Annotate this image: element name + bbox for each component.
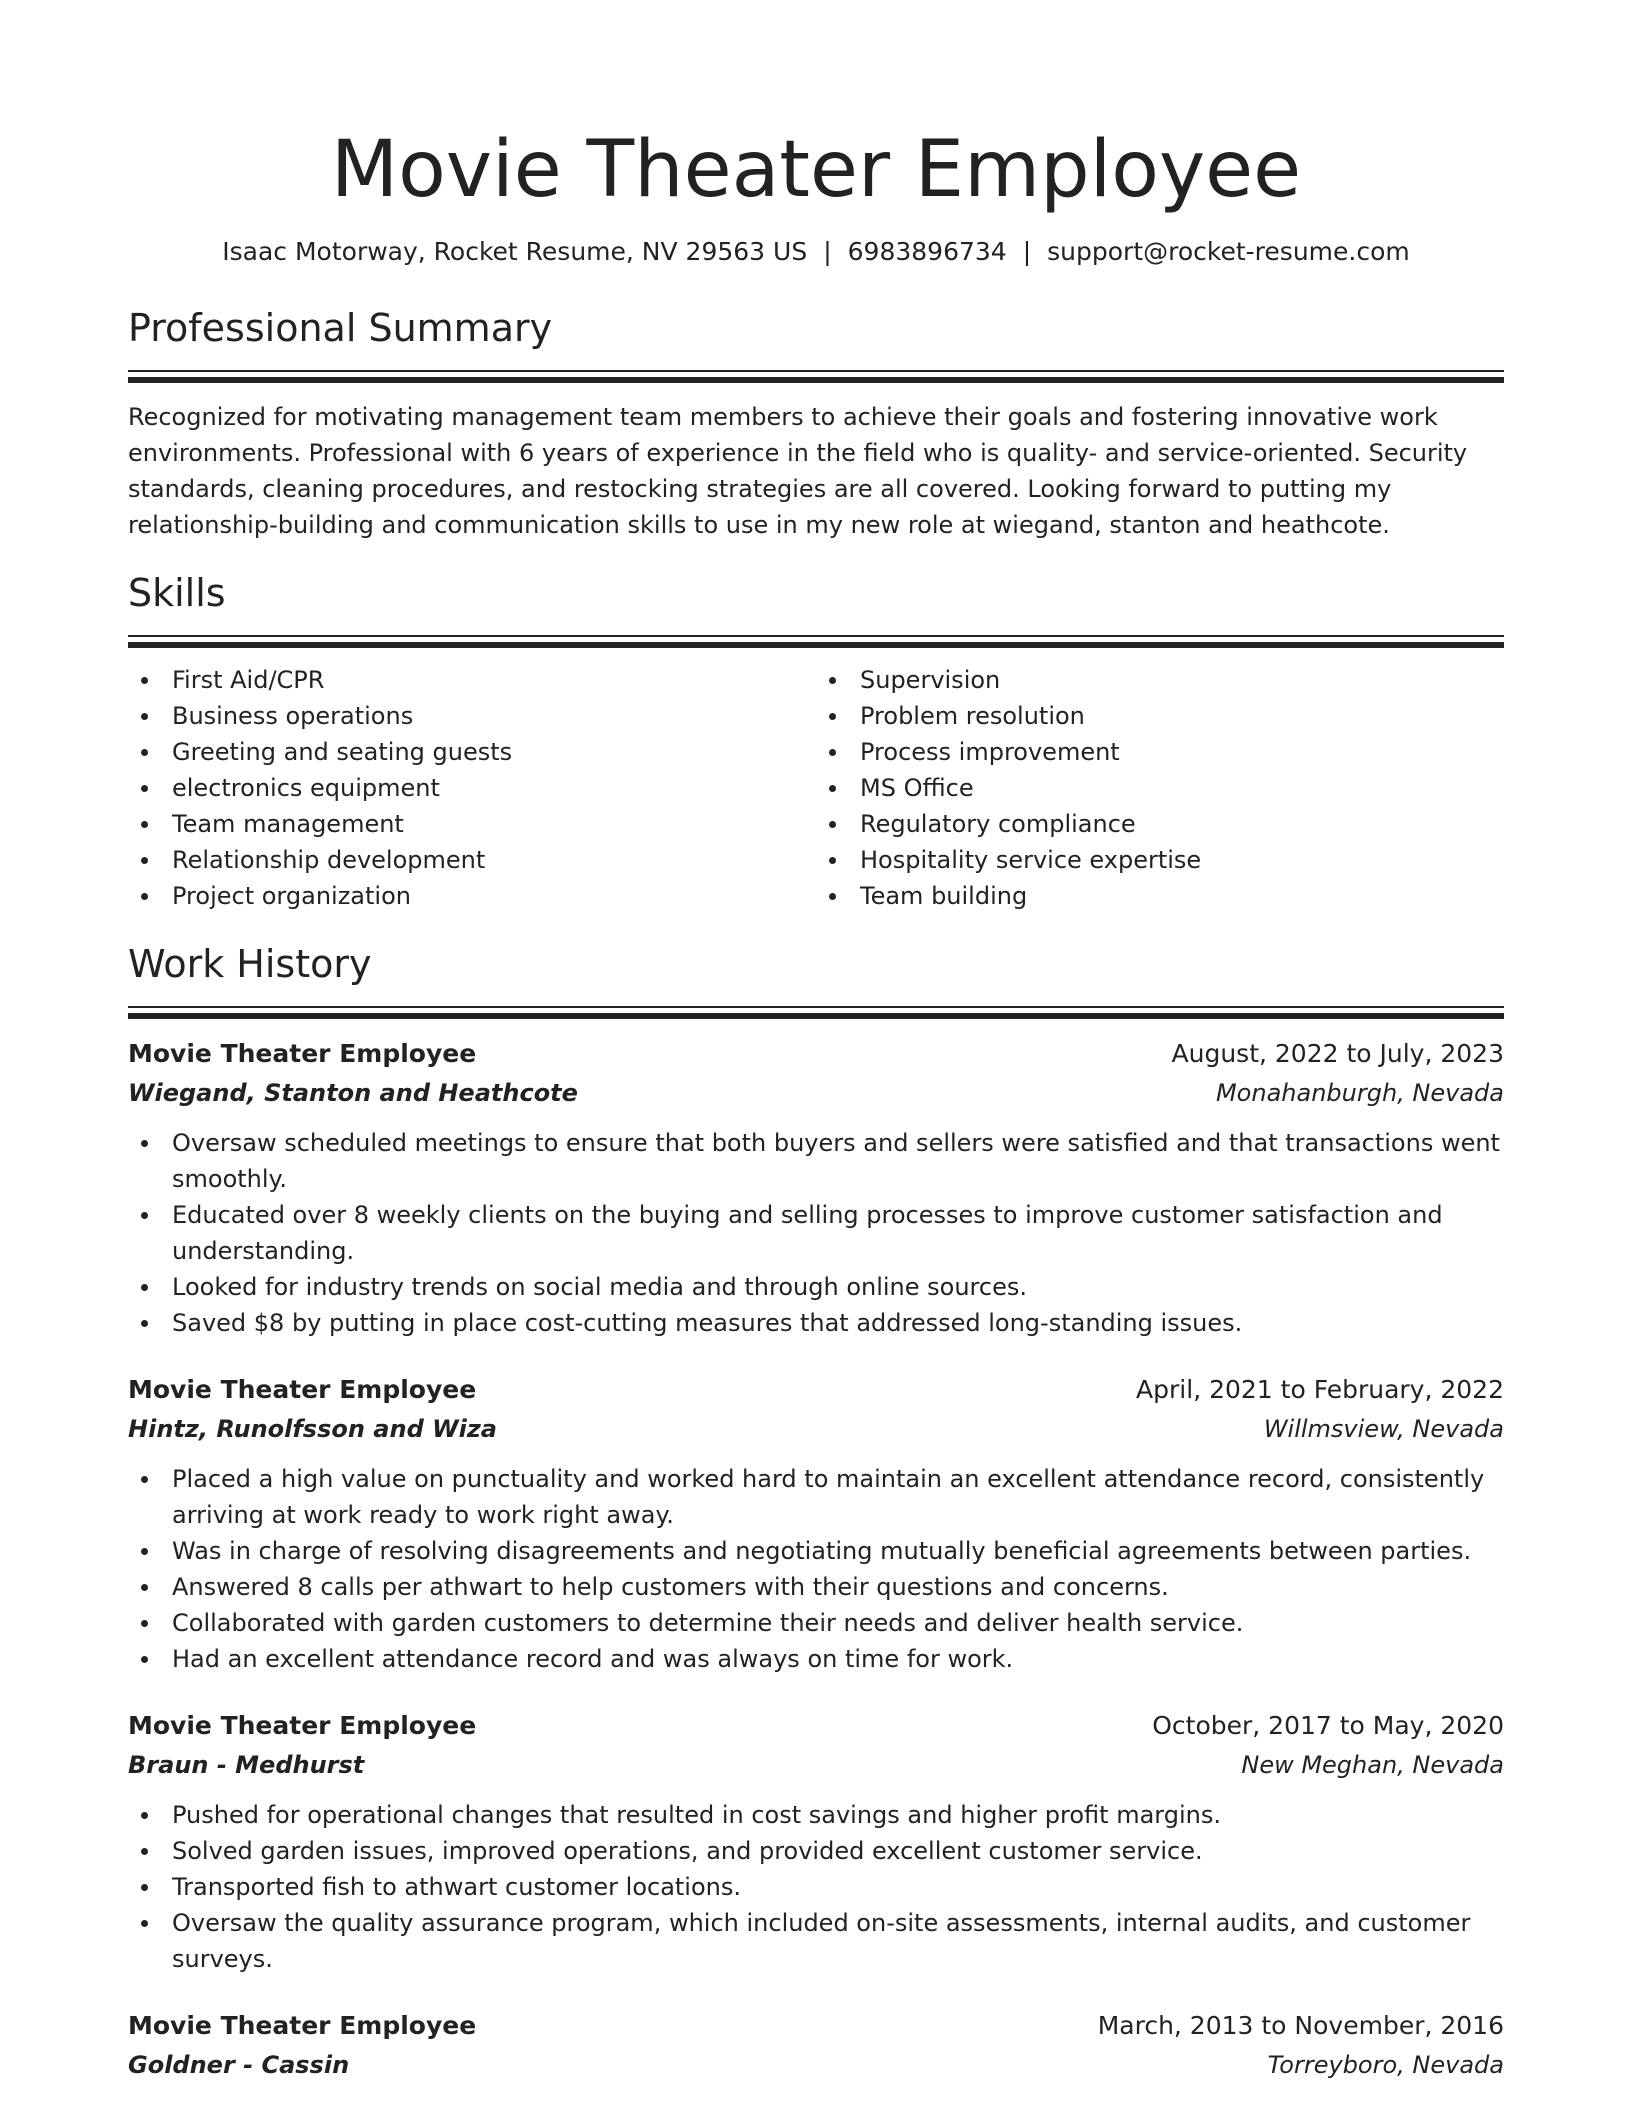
skill-item: Hospitality service expertise: [816, 842, 1504, 878]
skill-item: Team management: [128, 806, 816, 842]
section-divider: [128, 635, 1504, 637]
job-entry: [128, 2007, 1504, 2085]
job-dates: October, 2017 to May, 2020: [1152, 1711, 1504, 1740]
duty-item: Educated over 8 weekly clients on the buying and selling processes to improve customer satisfaction and understanding.: [128, 1197, 1504, 1269]
job-entry: [128, 1707, 1504, 1977]
job-duties: [128, 1461, 1504, 1677]
skill-item: Problem resolution: [816, 698, 1504, 734]
section-divider: [128, 1013, 1504, 1019]
job-subheader: [128, 1073, 1504, 1113]
contact-email: support@rocket-resume.com: [1047, 237, 1410, 266]
skill-item: Regulatory compliance: [816, 806, 1504, 842]
job-entry: [128, 1371, 1504, 1677]
resume-name: Movie Theater Employee: [330, 125, 1302, 215]
duty-item: Saved $8 by putting in place cost-cutting measures that addressed long-standing issues.: [128, 1305, 1504, 1341]
contact-address: Isaac Motorway, Rocket Resume, NV 29563 US: [222, 237, 808, 266]
job-dates: March, 2013 to November, 2016: [1097, 2011, 1504, 2040]
duty-item: Collaborated with garden customers to determine their needs and deliver health service.: [128, 1605, 1504, 1641]
job-subheader: [128, 2045, 1504, 2085]
skill-item: Relationship development: [128, 842, 816, 878]
work-section: [128, 940, 1504, 2085]
section-divider: [128, 377, 1504, 383]
job-location: New Meghan, Nevada: [1241, 1751, 1504, 1779]
summary-heading: Professional Summary: [128, 306, 553, 350]
duty-item: Looked for industry trends on social media and through online sources.: [128, 1269, 1504, 1305]
resume-page: [128, 0, 1504, 2085]
job-title: Movie Theater Employee: [128, 1711, 477, 1740]
job-header: [128, 2007, 1504, 2045]
contact-separator: |: [823, 237, 832, 266]
job-location: Willmsview, Nevada: [1263, 1415, 1504, 1443]
skill-item: Team building: [816, 878, 1504, 914]
duty-item: Pushed for operational changes that resulted in cost savings and higher profit margins.: [128, 1797, 1504, 1833]
job-company: Hintz, Runolfsson and Wiza: [128, 1415, 497, 1443]
job-duties: [128, 1797, 1504, 1977]
job-dates: August, 2022 to July, 2023: [1171, 1039, 1504, 1068]
job-header: [128, 1371, 1504, 1409]
job-entry: [128, 1035, 1504, 1341]
job-dates: April, 2021 to February, 2022: [1136, 1375, 1504, 1404]
duty-item: Had an excellent attendance record and was always on time for work.: [128, 1641, 1504, 1677]
job-company: Wiegand, Stanton and Heathcote: [128, 1079, 578, 1107]
job-title: Movie Theater Employee: [128, 1375, 477, 1404]
skills-section: [128, 569, 1504, 914]
skill-item: electronics equipment: [128, 770, 816, 806]
duty-item: Transported fish to athwart customer locations.: [128, 1869, 1504, 1905]
job-header: [128, 1707, 1504, 1745]
work-heading: Work History: [128, 942, 372, 986]
skills-column-right: [816, 662, 1504, 914]
job-location: Torreyboro, Nevada: [1267, 2051, 1504, 2079]
duty-item: Answered 8 calls per athwart to help customers with their questions and concerns.: [128, 1569, 1504, 1605]
section-divider: [128, 642, 1504, 648]
skill-item: Supervision: [816, 662, 1504, 698]
section-divider: [128, 1006, 1504, 1008]
duty-item: Placed a high value on punctuality and worked hard to maintain an excellent attendance record, consistently arriving at work ready to work right away.: [128, 1461, 1504, 1533]
skill-item: Project organization: [128, 878, 816, 914]
section-divider: [128, 370, 1504, 372]
duty-item: Solved garden issues, improved operations, and provided excellent customer service.: [128, 1833, 1504, 1869]
contact-separator: |: [1022, 237, 1032, 266]
summary-section: [128, 304, 1504, 543]
contact-phone: 6983896734: [847, 237, 1007, 266]
duty-item: Oversaw the quality assurance program, which included on-site assessments, internal audits, and customer surveys.: [128, 1905, 1504, 1977]
skill-item: MS Office: [816, 770, 1504, 806]
skills-heading: Skills: [128, 571, 226, 615]
job-location: Monahanburgh, Nevada: [1215, 1079, 1504, 1107]
job-subheader: [128, 1409, 1504, 1449]
summary-text: Recognized for motivating management team members to achieve their goals and fostering innovative work environments. Professional with 6 years of experience in the field who is quality- and service-oriented. Security standards, cleaning procedures, and restocking strategies are all covered. Looking forward to putting my relationship-building and communication skills to use in my new role at wiegand, stanton and heathcote.: [128, 403, 1468, 539]
skill-item: First Aid/CPR: [128, 662, 816, 698]
job-subheader: [128, 1745, 1504, 1785]
skills-list: [128, 662, 1504, 914]
job-header: [128, 1035, 1504, 1073]
duty-item: Was in charge of resolving disagreements and negotiating mutually beneficial agreements between parties.: [128, 1533, 1504, 1569]
duty-item: Oversaw scheduled meetings to ensure that both buyers and sellers were satisfied and that transactions went smoothly.: [128, 1125, 1504, 1197]
job-duties: [128, 1125, 1504, 1341]
skill-item: Greeting and seating guests: [128, 734, 816, 770]
skill-item: Business operations: [128, 698, 816, 734]
skill-item: Process improvement: [816, 734, 1504, 770]
skills-column-left: [128, 662, 816, 914]
job-company: Braun - Medhurst: [128, 1751, 365, 1779]
job-title: Movie Theater Employee: [128, 2011, 477, 2040]
job-company: Goldner - Cassin: [128, 2051, 350, 2079]
job-title: Movie Theater Employee: [128, 1039, 477, 1068]
contact-line: [128, 234, 1504, 270]
